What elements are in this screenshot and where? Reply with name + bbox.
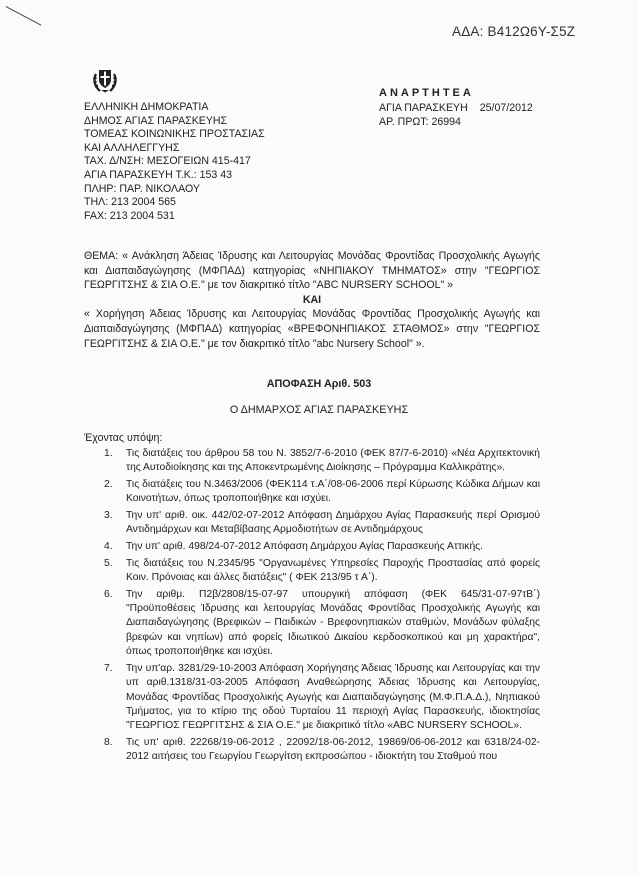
- decision-title: ΑΠΟΦΑΣΗ Αριθ. 503: [266, 378, 372, 390]
- item-text: Την υπ' αριθ. οικ. 442/02-07-2012 Απόφαση Δημάρχου Αγίας Παρασκευής περί Ορισμού Αντιδημάρχων και Μεταβίβασης Αρμοδιοτήτων σε Αντιδημάρχους: [126, 510, 540, 536]
- list-item: [104, 662, 540, 734]
- fold-mark: [6, 6, 42, 26]
- item-number: 6.: [104, 588, 113, 600]
- list-item: [104, 736, 540, 765]
- hellenic-republic-emblem-icon: [90, 65, 120, 95]
- item-number: 7.: [104, 662, 113, 674]
- item-text: Τις διατάξεις του Ν.2345/95 "Οργανωμένες Υπηρεσίες Παροχής Προστασίας από φορείς Κοιν. Πρόνοιας και άλλες διατάξεις" ( ΦΕΚ 213/95 τ Α΄).: [126, 557, 540, 583]
- issuer-line: ΑΓΙΑ ΠΑΡΑΣΚΕΥΗ Τ.Κ.: 153 43: [84, 168, 233, 181]
- date: 25/07/2012: [479, 102, 533, 114]
- issuer-line: ΤΟΜΕΑΣ ΚΟΙΝΩΝΙΚΗΣ ΠΡΟΣΤΑΣΙΑΣ: [84, 128, 265, 141]
- item-number: 4.: [104, 541, 113, 552]
- issuer-line: ΔΗΜΟΣ ΑΓΙΑΣ ΠΑΡΑΣΚΕΥΗΣ: [84, 114, 228, 127]
- subject-block: [84, 249, 540, 351]
- list-item: [104, 588, 540, 660]
- issuer-line: ΤΑΧ. Δ/ΝΣΗ: ΜΕΣΟΓΕΙΩΝ 415-417: [84, 155, 251, 168]
- ada-code: ΑΔΑ: Β412Ω6Υ-Σ5Ζ: [452, 24, 576, 39]
- item-text: Την αριθμ. Π2β/2808/15-07-97 υπουργική απόφαση (ΦΕΚ 645/31-07-97τΒ΄) "Προϋποθέσεις Ίδρυσης και λειτουργίας Μονάδας Φροντίδας Προσχολικής Αγωγής και Διαπαιδαγώγησης (Βρεφικών – Παιδικών - Βρεφονηπιακών σταθμών, Μονάδων φύλαξης βρεφών και νηπίων) από φορείς Ιδιωτικού Δικαίου κερδοσκοπικού και μη χαρακτήρα", όπως τροποποιήθηκε και ισχύει.: [126, 588, 540, 658]
- list-item: [104, 478, 540, 507]
- item-text: Την υπ' αριθ. 498/24-07-2012 Απόφαση Δημάρχου Αγίας Παρασκευής Αττικής.: [126, 541, 484, 552]
- list-item: [104, 557, 540, 586]
- issuer-line: ΕΛΛΗΝΙΚΗ ΔΗΜΟΚΡΑΤΙΑ: [84, 101, 209, 113]
- subject-and: ΚΑΙ: [302, 293, 322, 306]
- list-item: [104, 540, 540, 554]
- item-number: 8.: [104, 737, 113, 749]
- posting-block: [379, 86, 533, 129]
- protocol-number: ΑΡ. ΠΡΩΤ: 26994: [379, 116, 461, 128]
- having-in-view: Έχοντας υπόψη:: [84, 432, 163, 444]
- subject-revocation: ΘΕΜΑ: « Ανάκληση Άδειας Ίδρυσης και Λειτουργίας Μονάδας Φροντίδας Προσχολικής Αγωγής και Διαπαιδαγώγησης (ΜΦΠΑΔ) κατηγορίας «ΝΗΠΙΑΚΟΥ ΤΜΗΜΑΤΟΣ» στην "ΓΕΩΡΓΙΟΣ ΓΕΩΡΓΙΤΣΗΣ & ΣΙΑ Ο.Ε." με τον διακριτικό τίτλο "ABC NURSERY SCHOOL" »: [84, 250, 540, 292]
- considerations-list: [104, 447, 540, 767]
- issuer-line: ΤΗΛ: 213 2004 565: [84, 196, 176, 209]
- item-text: Τις διατάξεις του Ν.3463/2006 (ΦΕΚ114 τ.Α΄/08-06-2006 περί Κύρωσης Κώδικα Δήμων και Κοινοτήτων, όπως τροποποιήθηκε και ισχύει.: [126, 479, 540, 505]
- issuer-block: [84, 101, 265, 223]
- subject-grant: « Χορήγηση Άδειας Ίδρυσης και Λειτουργίας Μονάδας Φροντίδας Προσχολικής Αγωγής και Διαπαιδαγώγησης (ΜΦΠΑΔ) κατηγορίας «ΒΡΕΦΟΝΗΠΙΑΚΟΣ ΣΤΑΘΜΟΣ» στην "ΓΕΩΡΓΙΟΣ ΓΕΩΡΓΙΤΣΗΣ & ΣΙΑ Ο.Ε." με τον διακριτικό τίτλο "abc Nursery School" ».: [84, 308, 540, 350]
- item-text: Την υπ'αρ. 3281/29-10-2003 Απόφαση Χορήγησης Άδειας Ίδρυσης και Λειτουργίας και την υπ αριθ.1318/31-03-2005 Απόφαση Αναθεώρησης Άδειας Ίδρυσης και Λειτουργίας, Μονάδας Φροντίδας Προσχολικής Αγωγής και Διαπαιδαγώγησης (Μ.Φ.Π.Α.Δ.), Νηπιακού Τμήματος, για το κτίριο της οδού Τυρταίου 11 περιοχή Αγίας Παρασκευής, ιδιοκτησίας "ΓΕΩΡΓΙΟΣ ΓΕΩΡΓΙΤΣΗΣ & ΣΙΑ Ο.Ε." με διακριτικό τίτλο «ABC NURSERY SCHOOL».: [126, 662, 540, 732]
- place-date-line: [379, 101, 533, 115]
- list-item: [104, 509, 540, 538]
- mayor-title: Ο ΔΗΜΑΡΧΟΣ ΑΓΙΑΣ ΠΑΡΑΣΚΕΥΗΣ: [229, 404, 409, 416]
- list-item: [104, 447, 540, 476]
- item-number: 2.: [104, 479, 113, 490]
- item-number: 1.: [104, 448, 113, 459]
- place: ΑΓΙΑ ΠΑΡΑΣΚΕΥΗ: [379, 102, 468, 114]
- item-text: Τις υπ' αριθ. 22268/19-06-2012 , 22092/18-06-2012, 19869/06-06-2012 και 6318/24-02-2012 αιτήσεις του Γεωργίου Γεωργίτση εκπροσώπου - ιδιοκτήτη του Σταθμού που: [126, 737, 540, 763]
- issuer-line: ΚΑΙ ΑΛΛΗΛΕΓΓΥΗΣ: [84, 141, 180, 154]
- posting-title: ΑΝΑΡΤΗΤΕΑ: [379, 87, 474, 99]
- item-number: 5.: [104, 557, 113, 569]
- issuer-line: ΠΛΗΡ: ΠΑΡ. ΝΙΚΟΛΑΟΥ: [84, 182, 200, 195]
- item-text: Τις διατάξεις του άρθρου 58 του Ν. 3852/7-6-2010 (ΦΕΚ 87/7-6-2010) «Νέα Αρχιτεκτονική της Αυτοδιοίκησης και της Αποκεντρωμένης Διοίκησης – Πρόγραμμα Καλλικράτης».: [126, 448, 540, 474]
- issuer-line: FAX: 213 2004 531: [84, 209, 175, 222]
- item-number: 3.: [104, 510, 113, 521]
